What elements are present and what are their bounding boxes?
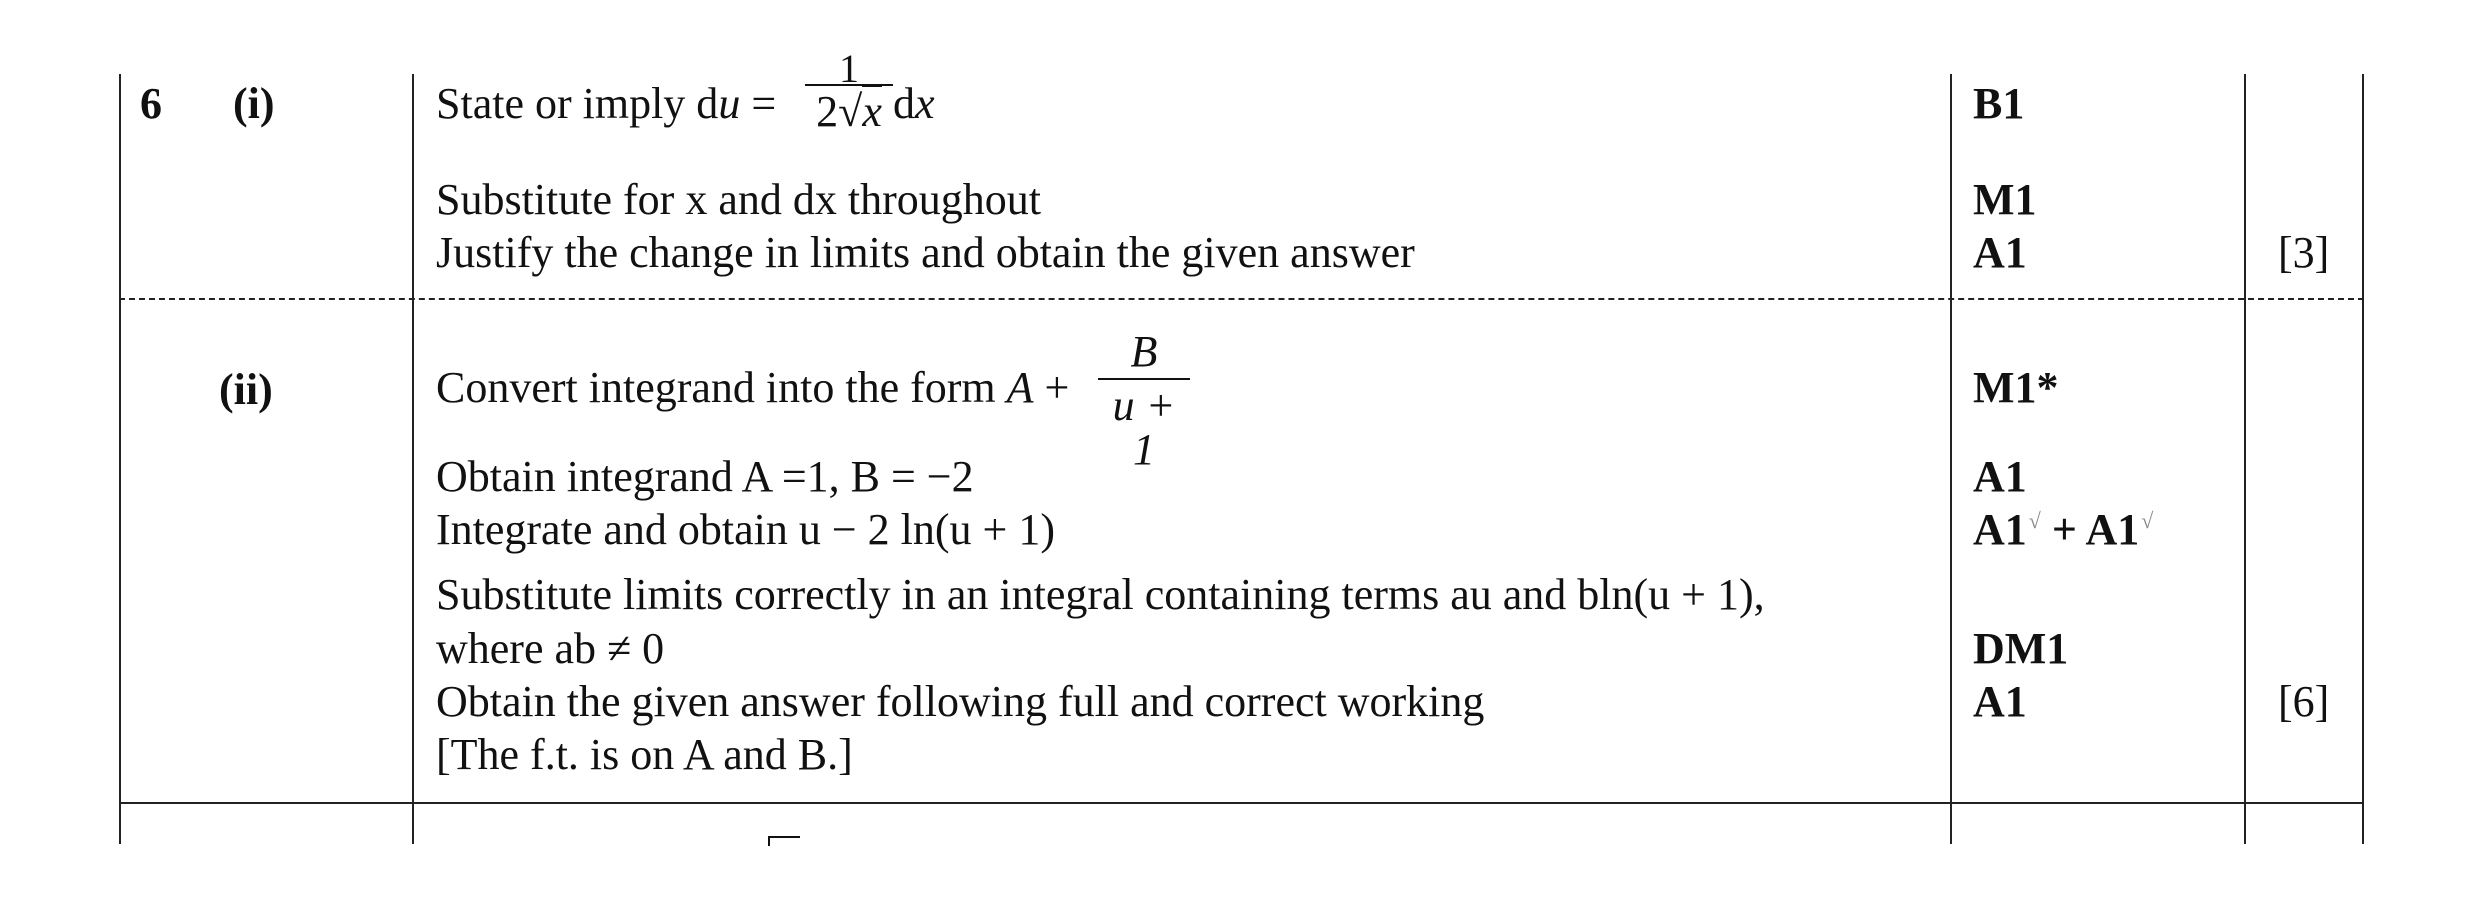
part-ii-step-5: where ab ≠ 0: [436, 624, 665, 673]
part-separator-dashed: [119, 298, 2364, 300]
total-marks-i: [3]: [2278, 228, 2330, 277]
step-1-d: d: [893, 79, 915, 128]
table-divider-part: [412, 74, 414, 844]
part-label-i: (i): [233, 79, 275, 128]
fraction-B-numerator: B: [1130, 327, 1158, 376]
mark-a1-ii-1: A1: [1973, 452, 2027, 501]
step-1-dx: [893, 79, 935, 128]
part-ii-step-6: Obtain the given answer following full and correct working: [436, 677, 1485, 726]
mark-b1: B1: [1973, 79, 2025, 128]
part-ii-step-4: Substitute limits correctly in an integral containing terms au and bln(u + 1),: [436, 570, 1765, 619]
fraction-du-numerator: 1: [839, 46, 859, 91]
fraction-B-denominator: u + 1: [1112, 381, 1176, 474]
question-separator: [119, 802, 2364, 804]
part-i-step-3: Justify the change in limits and obtain the given answer: [436, 228, 1415, 277]
fraction-du-den-2: 2: [816, 87, 839, 136]
step-ii-1-plus: +: [1033, 363, 1070, 412]
part-ii-step-3: Integrate and obtain u − 2 ln(u + 1): [436, 505, 1056, 554]
mark-dm1: DM1: [1973, 624, 2069, 673]
fraction-du: [805, 46, 893, 136]
tick-icon: √: [2028, 508, 2041, 534]
part-i-step-2: Substitute for x and dx throughout: [436, 175, 1041, 224]
mark-m1-star: M1*: [1973, 363, 2059, 412]
mark-a1-ft-1: A1: [1973, 505, 2027, 554]
table-divider-mark: [1950, 74, 1952, 844]
mark-a1-ii-final: A1: [1973, 677, 2027, 726]
part-i-step-1: [436, 79, 777, 128]
question-number: 6: [140, 79, 162, 128]
table-border-left: [119, 74, 121, 844]
table-border-right: [2362, 74, 2364, 844]
cropped-sqrt-fragment: [768, 836, 800, 846]
part-label-ii: (ii): [219, 365, 273, 414]
step-1-var-x: x: [915, 79, 935, 128]
step-1-prefix: State or imply d: [436, 79, 719, 128]
fraction-du-den-x: x: [862, 87, 882, 136]
total-marks-ii: [6]: [2278, 677, 2330, 726]
step-1-var-u: u: [718, 79, 741, 128]
mark-m1: M1: [1973, 175, 2037, 224]
table-divider-total: [2244, 74, 2246, 844]
sqrt-symbol: √: [838, 87, 863, 136]
step-ii-1-prefix: Convert integrand into the form: [436, 363, 1007, 412]
step-ii-1-A: A: [1006, 363, 1034, 412]
mark-a1-ft-2: + A1: [2040, 505, 2140, 554]
part-ii-note: [The f.t. is on A and B.]: [436, 730, 853, 779]
mark-a1-i: A1: [1973, 228, 2027, 277]
tick-icon: √: [2141, 508, 2154, 534]
part-ii-step-2: Obtain integrand A =1, B = −2: [436, 452, 974, 501]
fraction-B: [1098, 327, 1190, 474]
mark-a1-ft-pair: [1973, 505, 2154, 554]
step-1-equals: =: [740, 79, 777, 128]
part-ii-step-1: [436, 363, 1070, 412]
